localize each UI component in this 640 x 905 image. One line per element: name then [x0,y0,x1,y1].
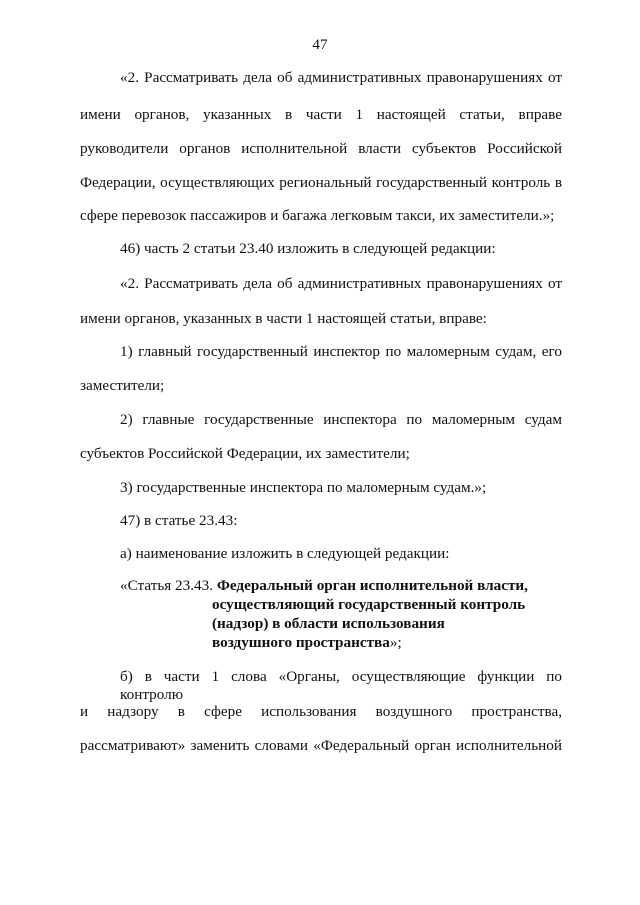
text-line: «2. Рассматривать дела об административных правонарушениях от [120,69,562,86]
text-line: 47) в статье 23.43: [120,512,238,529]
text-line: рассматривают» заменить словами «Федеральный орган исполнительной [80,737,562,754]
article-title-line-4: воздушного пространства [212,634,390,651]
text-line: сфере перевозок пассажиров и багажа легковым такси, их заместители.»; [80,207,555,224]
text-line: а) наименование изложить в следующей редакции: [120,545,450,562]
article-prefix: «Статья 23.43. [120,577,217,594]
text-line: 3) государственные инспектора по маломерным судам.»; [120,479,487,496]
text-line: 46) часть 2 статьи 23.40 изложить в следующей редакции: [120,240,496,257]
text-line: заместители; [80,377,165,394]
text-line: субъектов Российской Федерации, их заместители; [80,445,410,462]
article-heading [120,576,528,651]
text-line: и надзору в сфере использования воздушного пространства, [80,703,562,720]
text-line: имени органов, указанных в части 1 настоящей статьи, вправе: [80,310,487,327]
article-title-line-3: (надзор) в области использования [212,615,445,632]
text-line: «2. Рассматривать дела об административных правонарушениях от [120,275,562,292]
text-line: 2) главные государственные инспектора по маломерным судам [120,411,562,428]
text-line: 1) главный государственный инспектор по маломерным судам, его [120,343,562,360]
text-line: руководители органов исполнительной власти субъектов Российской [80,140,562,157]
text-line: Федерации, осуществляющих региональный государственный контроль в [80,174,562,191]
text-line: имени органов, указанных в части 1 настоящей статьи, вправе [80,106,562,123]
text-line: б) в части 1 слова «Органы, осуществляющие функции по контролю [120,668,562,703]
article-title-line-1: Федеральный орган исполнительной власти, [216,577,528,594]
page-number: 47 [312,36,328,53]
article-suffix: »; [389,634,402,651]
article-title-line-2: осуществляющий государственный контроль [212,596,526,613]
